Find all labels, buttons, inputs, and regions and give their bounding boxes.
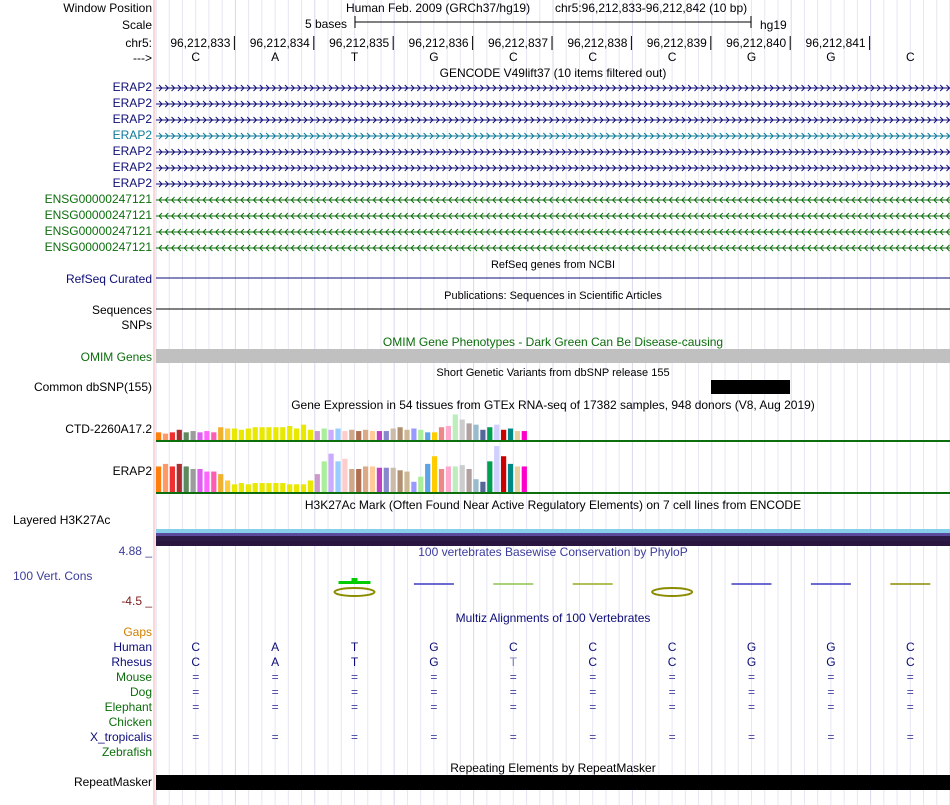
gtex-bar	[377, 431, 382, 440]
multiz-base: =	[827, 730, 835, 744]
gtex-bar	[246, 484, 251, 492]
gtex-bar	[170, 466, 175, 492]
ruler-position: 96,212,836	[408, 36, 469, 50]
gtex-bar	[170, 432, 175, 440]
multiz-base: =	[906, 685, 914, 699]
gtex-bar	[515, 466, 520, 492]
multiz-base: =	[430, 685, 438, 699]
gtex-bar	[391, 429, 396, 441]
gtex-bar	[384, 431, 389, 440]
multiz-base: =	[906, 670, 914, 684]
multiz-base: C	[588, 655, 598, 669]
multiz-base: =	[747, 670, 755, 684]
ruler-base: C	[588, 50, 598, 64]
omim-bar	[156, 349, 950, 363]
gencode-item-label[interactable]: ERAP2	[112, 144, 152, 158]
multiz-base: C	[905, 640, 915, 654]
gencode-item-label[interactable]: ENSG00000247121	[44, 224, 152, 238]
gtex-bar	[342, 431, 347, 440]
omim-label[interactable]: OMIM Genes	[80, 350, 152, 364]
ruler-position: 96,212,833	[170, 36, 231, 50]
multiz-base: =	[827, 700, 835, 714]
gtex-bar	[349, 469, 354, 492]
h3k27ac-layer	[156, 533, 950, 536]
gtex-bar	[425, 432, 430, 440]
gencode-item-label[interactable]: ERAP2	[112, 96, 152, 110]
gtex-bar	[287, 484, 292, 492]
repeatmasker-title: Repeating Elements by RepeatMasker	[450, 761, 656, 775]
gtex-bar	[156, 432, 161, 440]
multiz-species-label[interactable]: Zebrafish	[101, 745, 152, 759]
gtex-bar	[411, 482, 416, 492]
gtex-bar	[301, 425, 306, 440]
multiz-base: =	[509, 670, 517, 684]
gtex-bar	[197, 432, 202, 440]
ruler-position: 96,212,837	[487, 36, 548, 50]
dbsnp-title: Short Genetic Variants from dbSNP release 155	[436, 367, 670, 379]
repeatmasker-bar	[156, 775, 950, 790]
gtex-bar	[487, 427, 492, 440]
multiz-base: =	[747, 730, 755, 744]
gtex-bar	[322, 429, 327, 441]
gtex-bar	[308, 481, 313, 493]
multiz-base: C	[588, 640, 598, 654]
gtex-bar	[418, 477, 423, 492]
omim-title: OMIM Gene Phenotypes - Dark Green Can Be Disease-causing	[382, 335, 724, 349]
gtex-bar	[177, 464, 182, 492]
gtex-bar	[315, 474, 320, 492]
gtex-bar	[163, 464, 168, 492]
gtex-bar	[515, 431, 520, 440]
gtex-bar	[480, 482, 485, 492]
multiz-base: =	[192, 670, 200, 684]
gtex-bar	[370, 466, 375, 492]
multiz-base: =	[192, 700, 200, 714]
gencode-item-label[interactable]: ERAP2	[112, 160, 152, 174]
gtex-bar	[232, 484, 237, 492]
multiz-species-label[interactable]: Mouse	[115, 670, 152, 684]
gtex-bar	[225, 481, 230, 493]
gtex-bar	[384, 468, 389, 492]
ruler-position: 96,212,834	[249, 36, 310, 50]
multiz-base: G	[746, 655, 757, 669]
multiz-base: =	[192, 685, 200, 699]
gtex-bar	[453, 414, 458, 440]
scale-text: 5 bases	[305, 17, 348, 31]
ruler-position: 96,212,840	[726, 36, 787, 50]
gtex-bar	[439, 427, 444, 440]
gtex-bar	[329, 454, 334, 492]
multiz-base: C	[667, 655, 677, 669]
gtex-bar	[280, 427, 285, 440]
gtex-bar	[266, 427, 271, 440]
gtex-bar	[225, 429, 230, 441]
gtex-bar	[370, 431, 375, 440]
multiz-base: =	[430, 730, 438, 744]
gtex-bar	[473, 425, 478, 440]
refseq-title: RefSeq genes from NCBI	[490, 259, 616, 271]
gtex-bar	[184, 432, 189, 440]
gtex-bar	[411, 429, 416, 441]
multiz-gaps-label: Gaps	[123, 625, 152, 639]
chrom-label: chr5:	[125, 36, 152, 50]
multiz-species-label[interactable]: X_tropicalis	[89, 730, 152, 744]
gtex-bar	[204, 431, 209, 440]
gtex-bar	[280, 483, 285, 492]
gtex-bar	[342, 459, 347, 492]
h3k27ac-layer	[156, 536, 950, 541]
multiz-base: =	[589, 730, 597, 744]
multiz-base: =	[271, 685, 279, 699]
gtex-bar	[418, 430, 423, 440]
multiz-species-label[interactable]: Chicken	[108, 715, 152, 729]
gtex-bar	[398, 427, 403, 440]
gencode-item-label[interactable]: ENSG00000247121	[44, 208, 152, 222]
gtex-bar	[253, 427, 258, 440]
gtex-bar	[508, 429, 513, 441]
multiz-base: T	[509, 655, 517, 669]
gtex-bar	[363, 430, 368, 440]
gencode-item-label[interactable]: ERAP2	[112, 112, 152, 126]
multiz-base: C	[191, 640, 201, 654]
gtex-bar	[266, 483, 271, 492]
ruler-position: 96,212,838	[567, 36, 628, 50]
multiz-species-label[interactable]: Elephant	[104, 700, 152, 714]
multiz-base: =	[350, 670, 358, 684]
h3k27ac-label[interactable]: Layered H3K27Ac	[13, 513, 111, 527]
position-readout: chr5:96,212,833-96,212,842 (10 bp)	[555, 1, 748, 15]
multiz-base: =	[747, 700, 755, 714]
gtex-bar	[204, 472, 209, 492]
gtex-bar	[391, 468, 396, 492]
gtex-bar	[184, 466, 189, 492]
gtex-bar	[177, 430, 182, 440]
multiz-base: C	[191, 655, 201, 669]
multiz-base: =	[589, 700, 597, 714]
multiz-base: =	[509, 685, 517, 699]
multiz-base: =	[906, 730, 914, 744]
dbsnp-variant-box	[711, 380, 790, 394]
gencode-title: GENCODE V49lift37 (10 items filtered out)	[439, 66, 667, 80]
gtex-bar	[460, 420, 465, 440]
gtex-bar	[487, 461, 492, 492]
gtex-bar	[480, 430, 485, 440]
gtex-bar	[522, 466, 527, 492]
ruler-base: G	[826, 50, 836, 64]
gtex-bar	[211, 432, 216, 440]
multiz-species-label[interactable]: Human	[113, 640, 152, 654]
gtex-bar	[163, 434, 168, 440]
gtex-bar	[460, 465, 465, 492]
snps-label[interactable]: SNPs	[121, 318, 152, 332]
gtex-title: Gene Expression in 54 tissues from GTEx RNA-seq of 17382 samples, 948 donors (V8, Aug 2019)	[291, 398, 815, 412]
multiz-base: =	[509, 700, 517, 714]
gtex-bar	[432, 432, 437, 440]
multiz-base: =	[192, 730, 200, 744]
phylop-ymax: 4.88 _	[118, 544, 152, 558]
gtex-bar	[294, 484, 299, 492]
window-position-label: Window Position	[63, 1, 152, 15]
ruler-base: C	[191, 50, 201, 64]
multiz-base: =	[906, 700, 914, 714]
ruler-position: 96,212,835	[329, 36, 390, 50]
gtex-bar	[432, 456, 437, 492]
gtex-bar	[453, 466, 458, 492]
gencode-item-label[interactable]: ENSG00000247121	[44, 240, 152, 254]
ruler-base: C	[905, 50, 915, 64]
multiz-base: C	[508, 640, 518, 654]
gtex-bar	[404, 430, 409, 440]
gtex-bar	[377, 468, 382, 492]
gencode-item-label[interactable]: ENSG00000247121	[44, 192, 152, 206]
ruler-position: 96,212,841	[805, 36, 866, 50]
gtex-bar	[260, 483, 265, 492]
gtex-bar	[315, 431, 320, 440]
gtex-bar	[404, 472, 409, 492]
publications-title: Publications: Sequences in Scientific Articles	[444, 290, 662, 302]
gtex-gene-label-2[interactable]: ERAP2	[112, 464, 152, 478]
gtex-bar	[329, 430, 334, 440]
multiz-base: =	[509, 730, 517, 744]
gtex-bar	[301, 484, 306, 492]
multiz-base: C	[905, 655, 915, 669]
gtex-bar	[398, 470, 403, 492]
ruler-base: G	[429, 50, 439, 64]
gtex-bar	[501, 430, 506, 440]
multiz-base: =	[350, 730, 358, 744]
gtex-bar	[349, 430, 354, 440]
multiz-base: G	[746, 640, 757, 654]
h3k27ac-layer	[156, 529, 950, 533]
scale-label: Scale	[121, 18, 152, 32]
multiz-base: A	[271, 640, 280, 654]
multiz-base: =	[827, 685, 835, 699]
multiz-base: G	[429, 655, 439, 669]
gtex-bar	[308, 430, 313, 440]
gtex-bar	[218, 427, 223, 440]
gtex-bar	[260, 427, 265, 440]
gtex-bar	[425, 464, 430, 492]
multiz-base: =	[430, 700, 438, 714]
refseq-label[interactable]: RefSeq Curated	[65, 272, 152, 286]
multiz-base: =	[271, 670, 279, 684]
gtex-bar	[356, 469, 361, 492]
multiz-base: =	[589, 670, 597, 684]
ruler-base: T	[350, 50, 359, 64]
multiz-base: =	[668, 730, 676, 744]
multiz-base: =	[668, 685, 676, 699]
gtex-gene-label-1[interactable]: CTD-2260A17.2	[65, 422, 152, 436]
gtex-bar	[494, 425, 499, 440]
strand-label: --->	[133, 51, 152, 65]
multiz-base: T	[350, 640, 359, 654]
multiz-base: G	[826, 640, 836, 654]
multiz-base: =	[271, 730, 279, 744]
multiz-base: =	[350, 685, 358, 699]
multiz-base: =	[668, 670, 676, 684]
multiz-base: =	[747, 685, 755, 699]
multiz-base: =	[350, 700, 358, 714]
gtex-bar	[218, 474, 223, 492]
gencode-item-label[interactable]: ERAP2	[112, 128, 152, 142]
phylop-ymin: -4.5 _	[121, 594, 152, 608]
multiz-base: =	[827, 670, 835, 684]
gtex-bar	[335, 461, 340, 492]
multiz-base: A	[271, 655, 280, 669]
multiz-title: Multiz Alignments of 100 Vertebrates	[455, 611, 651, 625]
gtex-bar	[467, 423, 472, 440]
gtex-bar	[322, 461, 327, 492]
gtex-bar	[494, 446, 499, 492]
multiz-base: G	[826, 655, 836, 669]
scale-db: hg19	[760, 18, 787, 32]
gtex-bar	[191, 469, 196, 492]
ruler-position: 96,212,839	[646, 36, 707, 50]
gtex-bar	[473, 479, 478, 492]
gtex-bar	[232, 429, 237, 441]
multiz-species-label[interactable]: Rhesus	[111, 655, 152, 669]
gtex-bar	[294, 429, 299, 441]
gtex-bar	[508, 464, 513, 492]
gtex-bar	[239, 483, 244, 492]
gtex-bar	[191, 431, 196, 440]
gtex-bar	[253, 483, 258, 492]
multiz-base: =	[589, 685, 597, 699]
gtex-bar	[273, 427, 278, 440]
multiz-base: C	[667, 640, 677, 654]
gtex-bar	[446, 466, 451, 492]
multiz-base: =	[430, 670, 438, 684]
gtex-bar	[239, 430, 244, 440]
ruler-base: A	[271, 50, 280, 64]
publications-label[interactable]: Sequences	[91, 303, 152, 317]
gtex-bar	[287, 426, 292, 440]
ruler-base: C	[667, 50, 677, 64]
gtex-bar	[467, 469, 472, 492]
phylop-label[interactable]: 100 Vert. Cons	[13, 569, 93, 583]
multiz-base: T	[350, 655, 359, 669]
repeatmasker-label[interactable]: RepeatMasker	[73, 775, 152, 789]
ruler-base: G	[746, 50, 757, 64]
gtex-bar	[197, 469, 202, 492]
gencode-item-label[interactable]: ERAP2	[112, 80, 152, 94]
gtex-bar	[335, 429, 340, 441]
phylop-title: 100 vertebrates Basewise Conservation by PhyloP	[418, 545, 688, 559]
gtex-bar	[439, 469, 444, 492]
gtex-bar	[273, 483, 278, 492]
multiz-base: G	[429, 640, 439, 654]
gtex-bar	[356, 431, 361, 440]
dbsnp-label[interactable]: Common dbSNP(155)	[33, 380, 152, 394]
assembly-name: Human Feb. 2009 (GRCh37/hg19)	[346, 1, 531, 15]
multiz-base: =	[271, 700, 279, 714]
gtex-bar	[211, 472, 216, 492]
gtex-bar	[246, 429, 251, 441]
multiz-base: =	[668, 700, 676, 714]
gtex-bar	[156, 466, 161, 492]
ruler-base: C	[508, 50, 518, 64]
gtex-bar	[363, 466, 368, 492]
h3k27ac-title: H3K27Ac Mark (Often Found Near Active Regulatory Elements) on 7 cell lines from ENCODE	[304, 498, 802, 512]
gencode-item-label[interactable]: ERAP2	[112, 176, 152, 190]
gtex-bar	[501, 456, 506, 492]
gtex-bar	[446, 426, 451, 440]
multiz-species-label[interactable]: Dog	[129, 685, 152, 699]
gtex-bar	[522, 431, 527, 440]
phylop-mark	[352, 578, 358, 583]
